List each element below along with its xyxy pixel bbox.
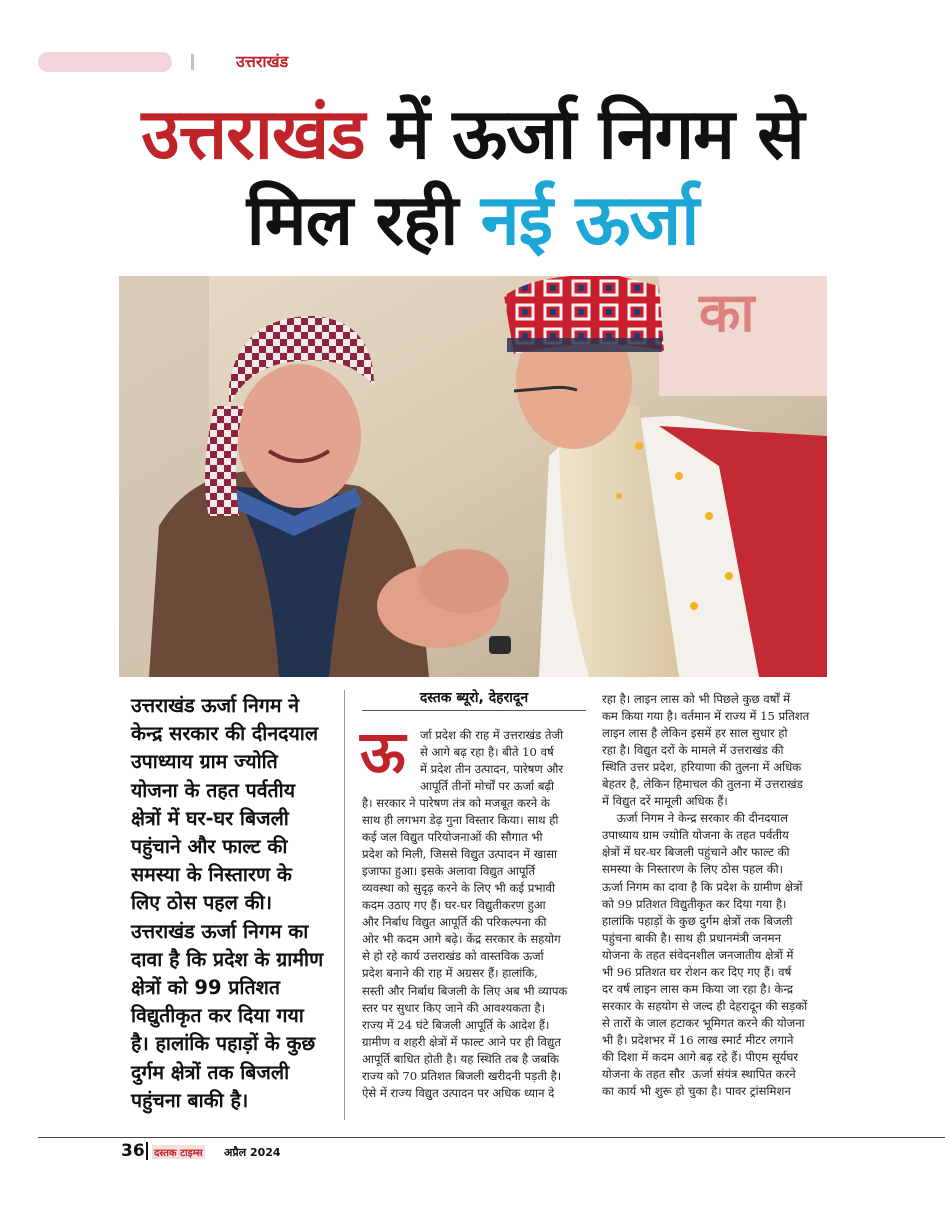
body-line: कदम उठाए गए हैं। घर-घर विद्युतीकरण हुआ (362, 898, 546, 913)
lead-line: दुर्गम क्षेत्रों तक बिजली (131, 1060, 290, 1084)
body-line: से तारों के जाल हटाकर भूमिगत करने की योजना (602, 1015, 805, 1030)
body-column-1-drop (420, 727, 588, 795)
body-line: है। सरकार ने पारेषण तंत्र को मजबूत करने के (362, 796, 550, 810)
lead-line: क्षेत्रों में घर-घर बिजली (131, 806, 289, 830)
lead-line: लिए ठोस पहल की। (131, 891, 273, 915)
body-line: से हो रहे कार्य उत्तराखंड को वास्तविक ऊर्जा (362, 949, 544, 964)
footer-divider (146, 1142, 148, 1160)
body-column-1 (362, 795, 588, 1102)
section-label: उत्तराखंड (236, 52, 289, 71)
body-line: रहा है। विद्युत दरों के मामले में उत्तराखंड की (602, 743, 784, 758)
headline-line-1-rest: में ऊर्जा निगम से (364, 93, 804, 175)
lead-line: योजना के तहत पर्वतीय (131, 778, 296, 802)
body-line: में विद्युत दरें मामूली अधिक हैं। (602, 794, 728, 809)
header-pill (38, 52, 172, 72)
headline-line-2-black: मिल रही (246, 179, 481, 261)
body-line: व्यवस्था को सुदृढ़ करने के लिए भी कई प्रभावी (362, 881, 555, 896)
body-line: योजना के तहत सौर ऊर्जा संयंत्र स्थापित करने (602, 1067, 796, 1082)
body-line: राज्य को 70 प्रतिशत बिजली खरीदनी पड़ती है। (362, 1068, 562, 1083)
lead-line: पहुंचाने और फाल्ट की (131, 835, 288, 859)
headline-line-1 (0, 92, 945, 176)
body-line: आपूर्ति बाधित होती है। यह स्थिति तब है जबकि (362, 1051, 559, 1066)
body-line: दर वर्ष लाइन लास कम किया जा रहा है। केन्द्र (602, 981, 794, 996)
body-column-2 (602, 691, 828, 1100)
lead-line: दावा है कि प्रदेश के ग्रामीण (131, 947, 324, 971)
body-line: क्षेत्रों में घर-घर बिजली पहुंचाने और फाल्ट की (602, 845, 790, 860)
page-number: 36 (121, 1141, 145, 1161)
drop-cap: ऊ (360, 718, 406, 786)
body-line: प्रदेश बनाने की राह में अग्रसर हैं। हालांकि, (362, 966, 538, 981)
body-line: ऊर्जा निगम ने केन्द्र सरकार की दीनदयाल (602, 811, 789, 826)
body-line: योजना के तहत संवेदनशील जनजातीय क्षेत्रों में (602, 947, 794, 962)
body-line: पहुंचना बाकी है। साथ ही प्रधानमंत्री जनमन (602, 930, 782, 945)
body-line: भी 96 प्रतिशत घर रोशन कर दिए गए हैं। वर्ष (602, 964, 792, 979)
body-line: उपाध्याय ग्राम ज्योति योजना के तहत पर्वतीय (602, 828, 789, 843)
body-line: समस्या के निस्तारण के लिए ठोस पहल की। (602, 862, 784, 877)
body-line: का कार्य भी शुरू हो चुका है। पावर ट्रांसमिशन (602, 1084, 791, 1099)
body-line: और निर्बाध विद्युत आपूर्ति की परिकल्पना की (362, 915, 547, 930)
byline: दस्तक ब्यूरो, देहरादून (362, 688, 586, 711)
lead-line: उत्तराखंड ऊर्जा निगम ने (131, 694, 300, 717)
body-line: स्थिति उत्तर प्रदेश, हरियाणा की तुलना में अधिक (602, 760, 802, 775)
footer-rule (38, 1137, 945, 1138)
svg-text:का: का (699, 281, 755, 344)
body-line: प्रदेश को मिली, जिससे विद्युत उत्पादन में खासा (362, 847, 558, 862)
issue-month: अप्रैल 2024 (224, 1146, 281, 1159)
body-line: की दिशा में कदम आगे बढ़ रहे हैं। पीएम सूर्यघर (602, 1049, 799, 1064)
body-line: से आगे बढ़ रहा है। बीते 10 वर्ष (420, 745, 554, 760)
lead-line: समस्या के निस्तारण के (131, 863, 292, 887)
body-line: ऊर्जा निगम का दावा है कि प्रदेश के ग्रामीण क्षेत्रों (602, 879, 803, 894)
header-divider (191, 54, 194, 70)
body-line: में प्रदेश तीन उत्पादन, पारेषण और (420, 762, 564, 777)
lead-line: विद्युतीकृत कर दिया गया (131, 1004, 304, 1028)
body-line: सस्ती और निर्बाध बिजली के लिए अब भी व्यापक (362, 983, 568, 998)
body-line: कई जल विद्युत परियोजनाओं की सौगात भी (362, 830, 543, 845)
lead-line: केन्द्र सरकार की दीनदयाल (131, 722, 319, 746)
body-line: र्जा प्रदेश की राह में उत्तराखंड तेजी (420, 728, 564, 742)
lead-line: उत्तराखंड ऊर्जा निगम का (131, 919, 309, 943)
headline-line-2 (0, 178, 945, 262)
body-line: आपूर्ति तीनों मोर्चों पर ऊर्जा बढ़ी (420, 779, 555, 794)
article-photo (119, 276, 827, 677)
lead-line: पहुंचना बाकी है। (131, 1088, 249, 1112)
body-line: साथ ही लगभग डेढ़ गुना विस्तार किया। साथ ही (362, 813, 559, 828)
body-line: सरकार के सहयोग से जल्द ही देहरादून की सड़कों (602, 998, 808, 1013)
lead-line: है। हालांकि पहाड़ों के कुछ (131, 1032, 316, 1056)
lead-line: उपाध्याय ग्राम ज्योति (131, 750, 278, 774)
column-divider (344, 690, 345, 1120)
headline-red-word: उत्तराखंड (141, 93, 365, 175)
body-line: बेहतर है, लेकिन हिमाचल की तुलना में उत्तराखंड (602, 777, 803, 792)
body-line: ग्रामीण व शहरी क्षेत्रों में फाल्ट आने पर ही विद्युत (362, 1034, 561, 1049)
body-line: इजाफा हुआ। इसके अलावा विद्युत आपूर्ति (362, 864, 536, 879)
lead-summary (131, 692, 336, 1115)
body-line: रहा है। लाइन लास को भी पिछले कुछ वर्षों में (602, 692, 791, 706)
lead-line: क्षेत्रों को 99 प्रतिशत (131, 976, 280, 1000)
body-line: राज्य में 24 घंटे बिजली आपूर्ति के आदेश हैं। (362, 1017, 550, 1032)
body-line: ओर भी कदम आगे बढ़े। केंद्र सरकार के सहयोग (362, 932, 561, 947)
body-line: हालांकि पहाड़ों के कुछ दुर्गम क्षेत्रों तक बिजली (602, 913, 793, 928)
body-line: स्तर पर सुधार किए जाने की आवश्यकता है। (362, 1000, 545, 1015)
body-line: लाइन लास है लेकिन इसमें हर साल सुधार हो (602, 726, 788, 741)
body-line: को 99 प्रतिशत विद्युतीकृत कर दिया गया है। (602, 896, 787, 911)
headline-cyan-words: नई ऊर्जा (480, 179, 699, 261)
body-line: ऐसे में राज्य विद्युत उत्पादन पर अधिक ध्यान दे (362, 1085, 555, 1100)
body-line: भी है। प्रदेशभर में 16 लाख स्मार्ट मीटर लगाने (602, 1032, 794, 1047)
magazine-logo: दस्तक टाइम्स (152, 1145, 205, 1159)
body-line: कम किया गया है। वर्तमान में राज्य में 15 प्रतिशत (602, 709, 810, 724)
